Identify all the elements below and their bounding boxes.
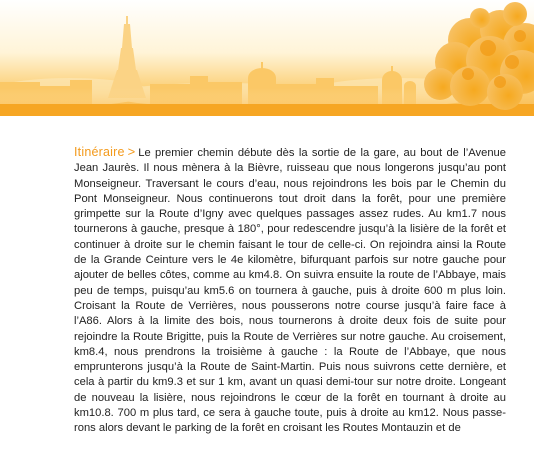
itinerary-text: Le premier chemin débute dès la sortie de la gare, au bout de l’Avenue Jean Jaurès. Il nous mènera à la Bièvre, ruisseau que nous longerons jusqu’au pont Monseigneur. Traversant le cours d’eau, nous rejoindrons les bois par le Chemin du Pont Monseigneur. Nous continuerons tout droit dans la forêt, pour une première grimpette sur la Route d’Igny avec quelques passages assez rudes. Au km1.7 nous tournerons à gauche, presque à 180°, pour redescendre jusqu’à la lisière de la forêt et continuer à droite sur le chemin faisant le tour de celle-ci. On rejoindra ainsi la Route de la Grande Ceinture vers le 4e kilomètre, bifurquant parfois sur notre gauche pour ajouter de belles côtes, comme au km4.8. On suivra ensuite la route de l’Abbaye, mais peu de temps, puisqu’au km5.6 on tournera à gauche, puis à droite 600 m plus loin. Croisant la Route de Verrières, nous pousserons notre course jusqu’à faire face à l’A86. Alors à la limite des bois, nous tournerons à droite deux fois de suite pour rejoindre la Route Brigitte, puis la Route de Verrières sur notre gauche. Au croisement, km8.4, nous prendrons la troisième à gauche : la Route de l’Abbaye, que nous emprunterons jusqu’à la Route de Saint-Martin. Puis nous suivrons cette dernière, et cela à partir du km9.3 et sur 1 km, avant un quasi demi-tour sur notre droite. Longeant de nouveau la lisière, nous rejoindrons le cœur de la forêt en tournant à droite au km10.8. 700 m plus tard, ce sera à gauche toute, puis à droite au km12. Nous passerons alors devant le parking de la forêt en croisant les Routes Montauzin et de	[74, 147, 506, 435]
paris-skyline-illustration	[0, 0, 534, 116]
section-label: Itinéraire	[74, 145, 125, 159]
section-arrow-icon: >	[127, 144, 136, 159]
header-banner	[0, 0, 534, 116]
itinerary-paragraph	[74, 144, 506, 437]
